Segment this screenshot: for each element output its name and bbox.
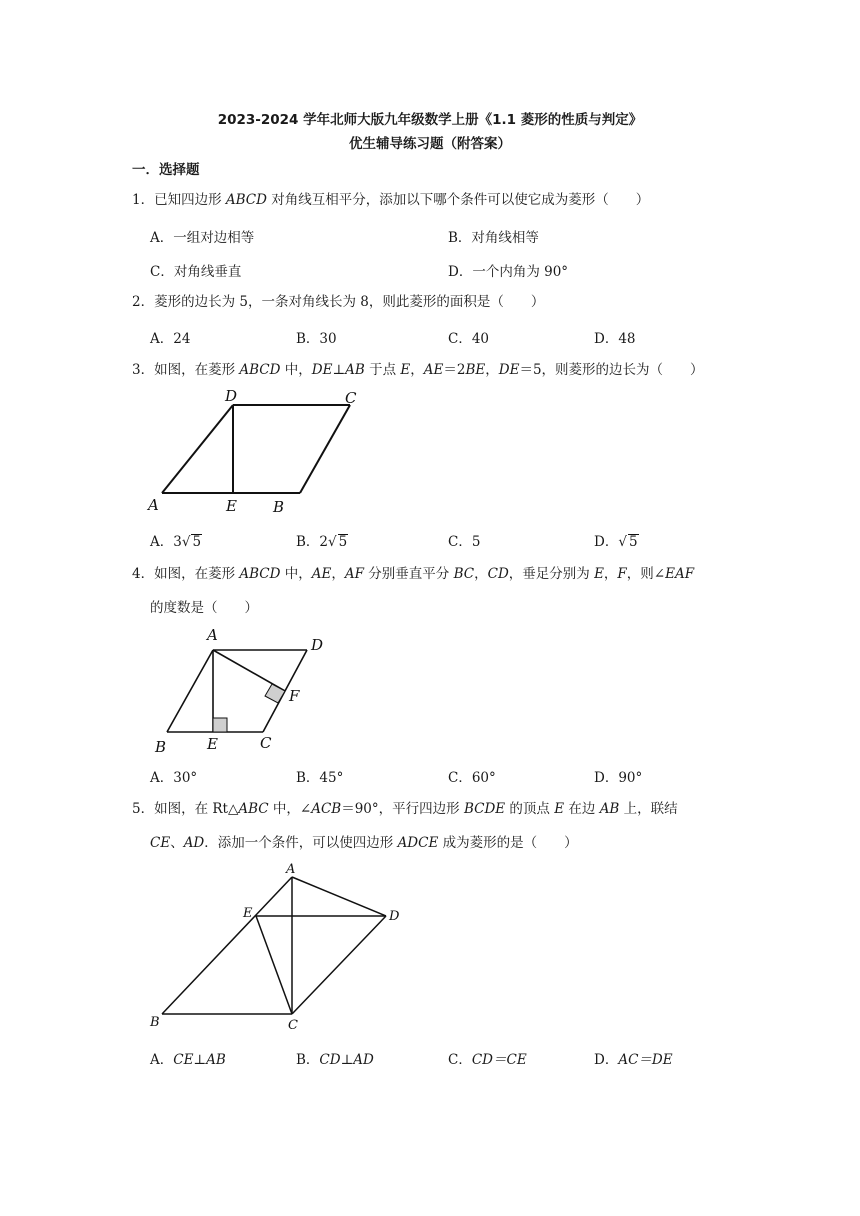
q3-option-a[interactable]: A．3√ 5 xyxy=(150,534,202,550)
question-5: 5．如图，在 Rt△ABC 中，∠ACB＝90°，平行四边形 BCDE 的顶点 E 在边 AB 上，联结 xyxy=(132,801,678,817)
q5-label-d: D xyxy=(389,909,400,924)
q4-option-d[interactable]: D．90° xyxy=(594,770,643,786)
q4-label-b: B xyxy=(155,738,167,756)
q5-label-c: C xyxy=(288,1018,298,1033)
question-3: 3．如图，在菱形 ABCD 中，DE⊥AB 于点 E，AE＝2BE，DE＝5，则菱形的边长为（ ） xyxy=(132,362,704,378)
q5-option-c[interactable]: C．CD＝CE xyxy=(448,1052,527,1068)
q4-right-angle-e xyxy=(213,718,227,732)
question-5-line2: CE、AD．添加一个条件，可以使四边形 ADCE 成为菱形的是（ ） xyxy=(150,835,578,851)
q4-label-c: C xyxy=(260,734,272,752)
q4-option-b[interactable]: B．45° xyxy=(296,770,344,786)
q3-label-e: E xyxy=(226,497,237,515)
question-4-line2: 的度数是（ ） xyxy=(150,600,258,616)
q5-label-a: A xyxy=(286,862,296,877)
q3-option-d[interactable]: D．√ 5 xyxy=(594,534,638,550)
q5-label-b: B xyxy=(150,1015,160,1030)
q5-option-a[interactable]: A．CE⊥AB xyxy=(150,1052,226,1068)
q5-segment-ad xyxy=(292,877,386,916)
q4-label-d: D xyxy=(311,636,324,654)
q5-option-d[interactable]: D．AC＝DE xyxy=(594,1052,673,1068)
question-1: 1．已知四边形 ABCD 对角线互相平分，添加以下哪个条件可以使它成为菱形（ ） xyxy=(132,192,650,208)
q2-option-a[interactable]: A．24 xyxy=(150,331,191,347)
q3-label-a: A xyxy=(148,496,159,514)
section-heading: 一．选择题 xyxy=(132,162,200,178)
q1-option-d[interactable]: D．一个内角为 90° xyxy=(448,264,569,280)
question-2: 2．菱形的边长为 5，一条对角线长为 8，则此菱形的面积是（ ） xyxy=(132,294,545,310)
q3-side-cb xyxy=(300,405,350,493)
q3-label-d: D xyxy=(225,387,238,405)
q3-label-b: B xyxy=(273,498,285,516)
page-title: 2023-2024 学年北师大版九年级数学上册《1.1 菱形的性质与判定》 xyxy=(217,112,643,128)
q5-option-b[interactable]: B．CD⊥AD xyxy=(296,1052,374,1068)
q5-label-e: E xyxy=(243,906,253,921)
q4-label-a: A xyxy=(207,626,218,644)
q5-segment-dc xyxy=(292,916,386,1014)
q3-label-c: C xyxy=(345,389,357,407)
q3-side-ad xyxy=(162,405,233,493)
q3-option-b[interactable]: B．2√ 5 xyxy=(296,534,348,550)
q3-option-c[interactable]: C．5 xyxy=(448,534,481,550)
q5-side-ba xyxy=(162,877,292,1014)
q4-right-angle-f xyxy=(265,684,285,703)
figure-q5-parallelogram xyxy=(140,862,420,1040)
q2-option-d[interactable]: D．48 xyxy=(594,331,636,347)
question-4: 4．如图，在菱形 ABCD 中，AE，AF 分别垂直平分 BC，CD，垂足分别为 E，F，则∠EAF xyxy=(132,566,695,582)
figure-q3-rhombus xyxy=(140,384,380,524)
q4-label-f: F xyxy=(289,687,300,705)
q4-label-e: E xyxy=(207,735,218,753)
figure-q4-rhombus xyxy=(145,624,365,759)
q1-option-b[interactable]: B．对角线相等 xyxy=(448,230,539,246)
q4-option-c[interactable]: C．60° xyxy=(448,770,496,786)
q5-segment-ec xyxy=(256,916,292,1014)
q1-option-a[interactable]: A．一组对边相等 xyxy=(150,230,255,246)
q2-option-b[interactable]: B．30 xyxy=(296,331,337,347)
page-subtitle: 优生辅导练习题（附答案） xyxy=(349,136,511,152)
q2-option-c[interactable]: C．40 xyxy=(448,331,490,347)
q4-option-a[interactable]: A．30° xyxy=(150,770,198,786)
q4-side-ab xyxy=(167,650,213,732)
q1-option-c[interactable]: C．对角线垂直 xyxy=(150,264,242,280)
